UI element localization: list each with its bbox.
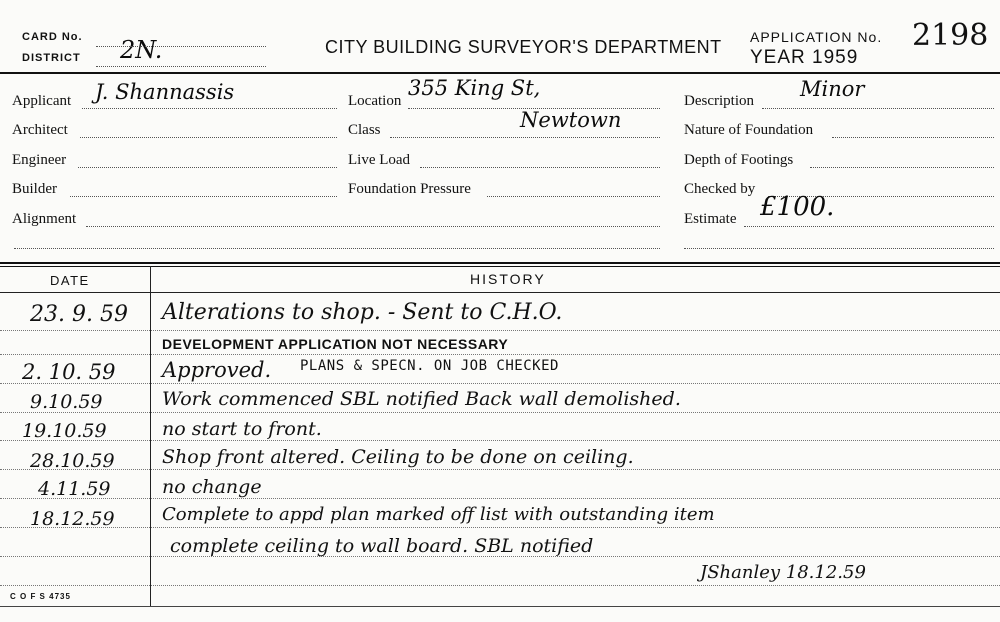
card-no-label: CARD No.	[22, 31, 83, 43]
checked-by-label: Checked by	[684, 181, 756, 197]
history-row-text: no change	[162, 476, 262, 498]
history-row-date: 2. 10. 59	[22, 360, 116, 384]
application-no-value: 2198	[912, 18, 989, 53]
history-row-date: 4.11.59	[38, 478, 111, 500]
surveyor-signature: JShanley 18.12.59	[700, 562, 866, 583]
year-label: YEAR 1959	[750, 47, 859, 68]
department-title: CITY BUILDING SURVEYOR'S DEPARTMENT	[325, 37, 722, 57]
application-no-label: APPLICATION No.	[750, 29, 883, 45]
alignment-label: Alignment	[12, 211, 77, 227]
foundation-pressure-label: Foundation Pressure	[348, 181, 471, 197]
description-value: Minor	[800, 77, 865, 101]
depth-footings-label: Depth of Footings	[684, 152, 794, 168]
history-row-date: 18.12.59	[30, 508, 115, 530]
builder-label: Builder	[12, 181, 57, 197]
estimate-label: Estimate	[684, 211, 737, 227]
applicant-value: J. Shannassis	[95, 80, 235, 104]
live-load-label: Live Load	[348, 152, 411, 168]
history-row-date: 28.10.59	[30, 450, 115, 472]
location-label: Location	[348, 93, 402, 109]
history-row-text: no start to front.	[162, 418, 322, 440]
form-code: C O F S 4735	[10, 592, 71, 601]
engineer-label: Engineer	[12, 152, 67, 168]
history-row-text: Work commenced SBL notified Back wall demolished.	[162, 388, 681, 410]
location-value-line2: Newtown	[520, 108, 622, 132]
development-stamp: DEVELOPMENT APPLICATION NOT NECESSARY	[162, 336, 509, 352]
history-row-text: Alterations to shop. - Sent to C.H.O.	[162, 300, 563, 325]
location-value-line1: 355 King St,	[408, 76, 541, 100]
district-label: DISTRICT	[22, 52, 81, 64]
architect-label: Architect	[12, 122, 68, 138]
history-row-date: 19.10.59	[22, 420, 107, 442]
district-value: 2N.	[120, 36, 163, 64]
plans-checked-stamp: PLANS & SPECN. ON JOB CHECKED	[300, 358, 559, 374]
history-row-date: 9.10.59	[30, 391, 103, 413]
applicant-label: Applicant	[12, 93, 72, 109]
date-column-header: DATE	[50, 273, 90, 288]
history-row-text: complete ceiling to wall board. SBL notified	[170, 535, 594, 557]
history-row-text: Complete to appd plan marked off list with outstanding item	[162, 504, 715, 525]
history-row-text: Shop front altered. Ceiling to be done on ceiling.	[162, 446, 634, 468]
history-column-header: HISTORY	[470, 271, 546, 287]
description-label: Description	[684, 93, 754, 109]
history-row-text: Approved.	[162, 358, 272, 382]
class-label: Class	[348, 122, 381, 138]
nature-foundation-label: Nature of Foundation	[684, 122, 814, 138]
estimate-value: £100.	[760, 192, 835, 222]
history-row-date: 23. 9. 59	[30, 302, 128, 327]
